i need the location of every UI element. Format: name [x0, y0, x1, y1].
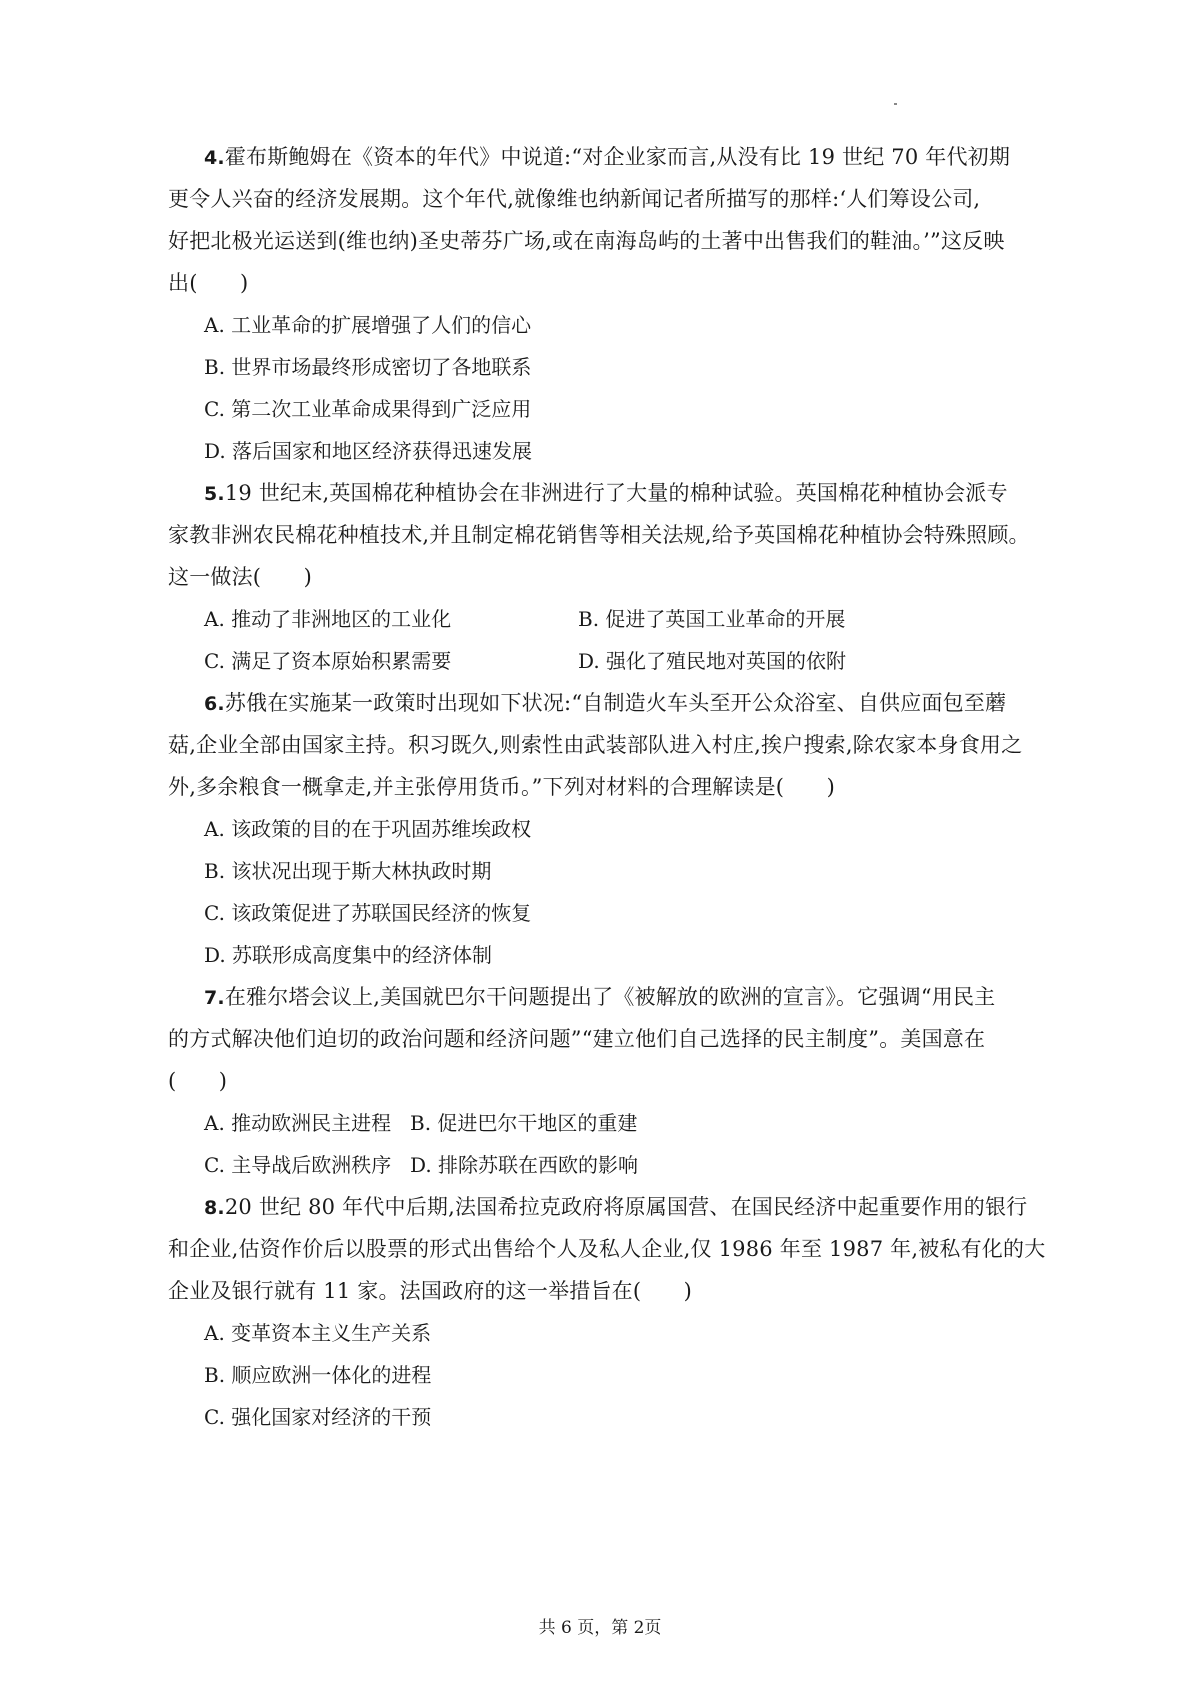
- q6-number: 6.: [204, 693, 225, 715]
- q5-line-1: 5.19 世纪末,英国棉花种植协会在非洲进行了大量的棉种试验。英国棉花种植协会派专: [204, 481, 1008, 505]
- q8-option-c: C. 强化国家对经济的干预: [204, 1405, 432, 1429]
- q7-option-b: B. 促进巴尔干地区的重建: [410, 1111, 638, 1135]
- q4-option-d: D. 落后国家和地区经济获得迅速发展: [204, 439, 533, 463]
- q8-option-b: B. 顺应欧洲一体化的进程: [204, 1363, 432, 1387]
- q6-option-d: D. 苏联形成高度集中的经济体制: [204, 943, 493, 967]
- q7-line-3: ( ): [168, 1069, 228, 1093]
- q4-line-4: 出( ): [168, 271, 249, 295]
- q8-number: 8.: [204, 1197, 225, 1219]
- q5-number: 5.: [204, 483, 225, 505]
- scan-speck: [894, 103, 897, 105]
- q7-line-1: 7.在雅尔塔会议上,美国就巴尔干问题提出了《被解放的欧洲的宣言》。它强调“用民主: [204, 985, 996, 1009]
- page-footer: 共 6 页，第 2页: [538, 1618, 662, 1638]
- q6-option-a: A. 该政策的目的在于巩固苏维埃政权: [204, 817, 532, 841]
- q4-option-c: C. 第二次工业革命成果得到广泛应用: [204, 397, 532, 421]
- q7-option-a: A. 推动欧洲民主进程: [204, 1111, 392, 1135]
- q7-option-c: C. 主导战后欧洲秩序: [204, 1153, 392, 1177]
- q5-line-2: 家教非洲农民棉花种植技术,并且制定棉花销售等相关法规,给予英国棉花种植协会特殊照顾。: [168, 523, 1030, 547]
- q6-line-3: 外,多余粮食一概拿走,并主张停用货币。”下列对材料的合理解读是( ): [168, 775, 835, 799]
- q5-option-a: A. 推动了非洲地区的工业化: [204, 607, 452, 631]
- q6-line-2: 菇,企业全部由国家主持。积习既久,则索性由武装部队进入村庄,挨户搜索,除农家本身食用之: [168, 733, 1023, 757]
- q5-option-c: C. 满足了资本原始积累需要: [204, 649, 452, 673]
- q7-number: 7.: [204, 987, 225, 1009]
- q4-option-b: B. 世界市场最终形成密切了各地联系: [204, 355, 532, 379]
- q8-line-2: 和企业,估资作价后以股票的形式出售给个人及私人企业,仅 1986 年至 1987 年,被私有化的大: [168, 1237, 1046, 1261]
- q4-line-2: 更令人兴奋的经济发展期。这个年代,就像维也纳新闻记者所描写的那样:‘人们筹设公司,: [168, 187, 981, 211]
- q4-line-3: 好把北极光运送到(维也纳)圣史蒂芬广场,或在南海岛屿的土著中出售我们的鞋油。’”这反映: [168, 229, 1005, 253]
- q6-line-1: 6.苏俄在实施某一政策时出现如下状况:“自制造火车头至开公众浴室、自供应面包至蘑: [204, 691, 1007, 715]
- q8-line-3: 企业及银行就有 11 家。法国政府的这一举措旨在( ): [168, 1279, 693, 1303]
- q4-line-1: 4.霍布斯鲍姆在《资本的年代》中说道:“对企业家而言,从没有比 19 世纪 70 年代初期: [204, 145, 1011, 169]
- q8-line-1: 8.20 世纪 80 年代中后期,法国希拉克政府将原属国营、在国民经济中起重要作用的银行: [204, 1195, 1028, 1219]
- q4-number: 4.: [204, 147, 225, 169]
- q7-line-2: 的方式解决他们迫切的政治问题和经济问题”“建立他们自己选择的民主制度”。美国意在: [168, 1027, 986, 1051]
- q7-option-d: D. 排除苏联在西欧的影响: [410, 1153, 639, 1177]
- q5-option-d: D. 强化了殖民地对英国的依附: [578, 649, 847, 673]
- q6-option-b: B. 该状况出现于斯大林执政时期: [204, 859, 492, 883]
- q4-option-a: A. 工业革命的扩展增强了人们的信心: [204, 313, 532, 337]
- q8-option-a: A. 变革资本主义生产关系: [204, 1321, 432, 1345]
- q5-option-b: B. 促进了英国工业革命的开展: [578, 607, 846, 631]
- q6-option-c: C. 该政策促进了苏联国民经济的恢复: [204, 901, 532, 925]
- q5-line-3: 这一做法( ): [168, 565, 312, 589]
